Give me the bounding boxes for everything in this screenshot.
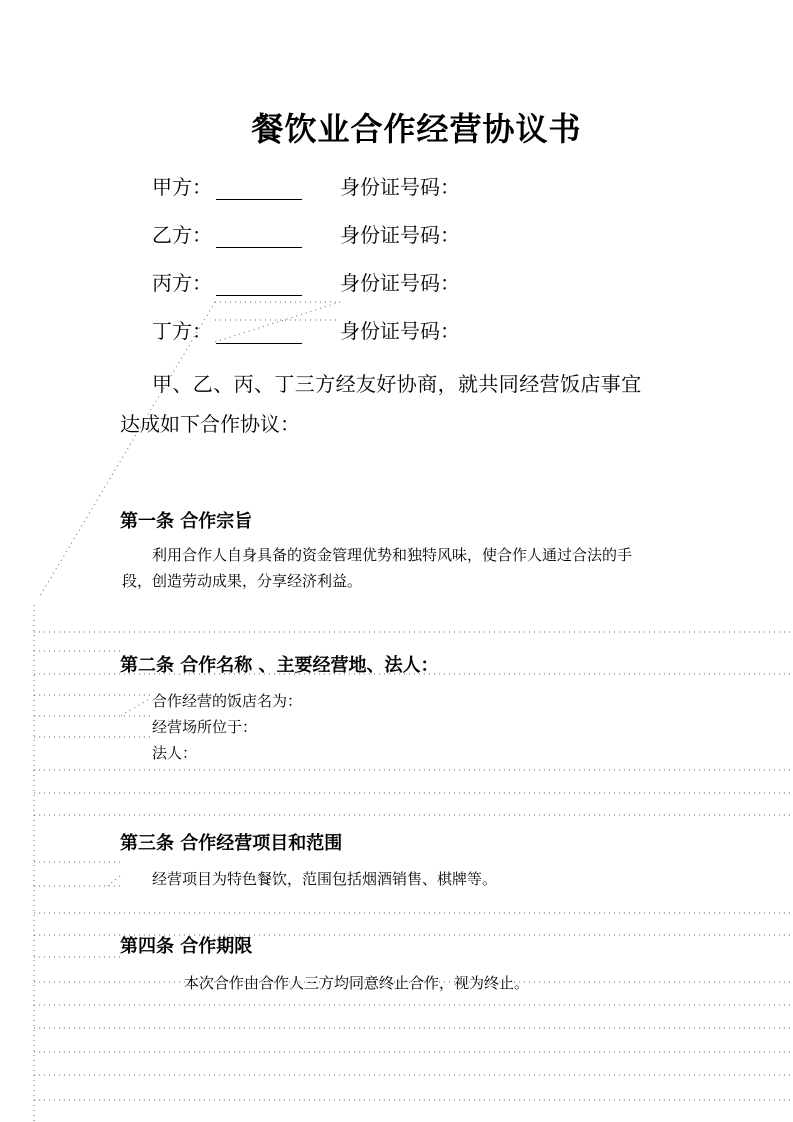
article-4-heading: 第四条 合作期限: [120, 936, 253, 957]
id-number-label: 身份证号码：: [340, 175, 460, 199]
party-label: 丙方：: [152, 271, 212, 295]
body-line: 法人：: [152, 744, 198, 762]
article-1-heading: 第一条 合作宗旨: [120, 511, 253, 532]
party-label: 乙方：: [152, 223, 212, 247]
article-2-heading: 第二条 合作名称 、主要经营地、法人：: [120, 655, 439, 676]
article-2-body: [152, 688, 302, 766]
article-3-heading: 第三条 合作经营项目和范围: [120, 833, 343, 854]
party-row-b: [152, 218, 460, 248]
body-line: 段，创造劳动成果，分享经济利益。: [122, 572, 363, 590]
name-blank: [216, 177, 302, 200]
id-number-label: 身份证号码：: [340, 223, 460, 247]
party-row-c: [152, 266, 460, 296]
name-blank: [216, 321, 302, 344]
document-title: 餐饮业合作经营协议书: [251, 110, 582, 148]
intro-line: 甲、乙、丙、丁三方经友好协商，就共同经营饭店事宜: [152, 372, 642, 396]
body-line: 合作经营的饭店名为：: [152, 692, 303, 710]
id-number-label: 身份证号码：: [340, 319, 460, 343]
name-blank: [216, 225, 302, 248]
article-1-body: [122, 542, 682, 594]
party-label: 丁方：: [152, 319, 212, 343]
intro-line: 达成如下合作协议：: [120, 412, 300, 436]
article-3-body: [152, 866, 497, 892]
article-4-body: [184, 970, 529, 996]
body-line: 经营场所位于：: [152, 718, 258, 736]
body-line: 经营项目为特色餐饮，范围包括烟酒销售、棋牌等。: [152, 870, 498, 888]
id-number-label: 身份证号码：: [340, 271, 460, 295]
party-row-a: [152, 170, 460, 200]
party-row-d: [152, 314, 460, 344]
body-line: 利用合作人自身具备的资金管理优势和独特风味，使合作人通过合法的手: [152, 546, 633, 564]
party-label: 甲方：: [152, 175, 212, 199]
body-line: 本次合作由合作人三方均同意终止合作，视为终止。: [184, 974, 530, 992]
intro-paragraph: [120, 364, 680, 444]
name-blank: [216, 273, 302, 296]
